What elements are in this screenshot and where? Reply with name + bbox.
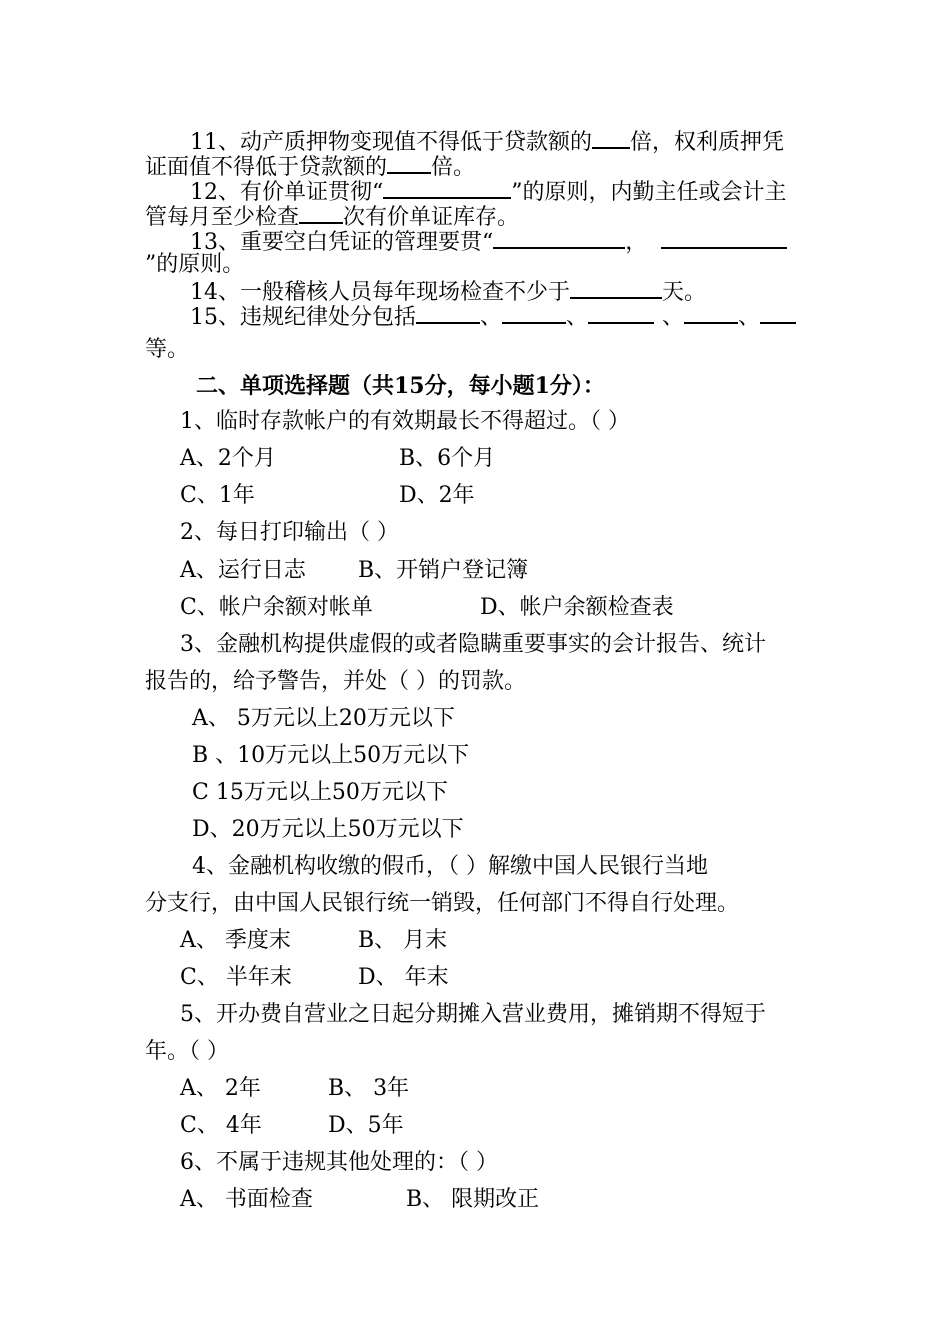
q14-text-a: 14、一般稽核人员每年现场检查不少于 (190, 280, 570, 305)
q15-blank-1[interactable] (416, 302, 480, 324)
mc-q5-stem-line1: 5、开办费自营业之日起分期摊入营业费用，摊销期不得短于 (180, 1002, 766, 1027)
q15-sep: 、 (480, 305, 503, 330)
mc-q2-stem: 2、每日打印输出（ ） (180, 520, 399, 545)
q12-text-a: 12、有价单证贯彻“ (190, 180, 384, 205)
mc-q3-option-b[interactable]: B 、10万元以上50万元以下 (192, 743, 470, 768)
q15-sep: 、 (738, 305, 761, 330)
mc-q3-option-c[interactable]: C 15万元以上50万元以下 (192, 780, 448, 805)
mc-q6-stem: 6、不属于违规其他处理的：（ ） (180, 1150, 498, 1175)
q11-text-a: 11、动产质押物变现值不得低于贷款额的 (190, 130, 592, 155)
q11-blank-1[interactable] (592, 127, 630, 149)
q13-text-c: ”的原则。 (145, 252, 245, 277)
question-13-line2 (145, 252, 244, 278)
mc-q1-stem: 1、临时存款帐户的有效期最长不得超过。（ ） (180, 409, 630, 434)
mc-q1-option-b[interactable]: B、6个月 (399, 446, 496, 471)
mc-q6-option-a[interactable]: A、 书面检查 (180, 1187, 313, 1212)
mc-q4-stem-line1: 4、金融机构收缴的假币，（ ）解缴中国人民银行当地 (192, 854, 708, 879)
q11-text-b: 倍，权利质押凭 (630, 130, 785, 155)
question-13-line1 (190, 227, 787, 256)
mc-q4-option-a[interactable]: A、 季度末 (180, 928, 291, 953)
mc-q5-option-b[interactable]: B、 3年 (328, 1076, 410, 1101)
mc-q2-option-c[interactable]: C、帐户余额对帐单 (180, 595, 373, 620)
q13-text-b: ， (625, 230, 648, 255)
section-2-title: 二、单项选择题（共15分，每小题1分）： (196, 373, 605, 399)
q12-text-c: 管每月至少检查 (145, 205, 300, 230)
q15-sep: 、 (662, 305, 685, 330)
q15-blank-2[interactable] (502, 302, 566, 324)
mc-q5-stem-line2: 年。（ ） (145, 1039, 229, 1064)
q15-blank-5[interactable] (760, 302, 796, 324)
q11-blank-2[interactable] (387, 152, 431, 174)
mc-q3-stem-line1: 3、金融机构提供虚假的或者隐瞒重要事实的会计报告、统计 (180, 632, 766, 657)
q13-blank-1[interactable] (493, 227, 625, 249)
mc-q3-option-a[interactable]: A、 5万元以上20万元以下 (192, 706, 455, 731)
mc-q2-option-b[interactable]: B、开销户登记簿 (358, 558, 529, 583)
mc-q2-option-d[interactable]: D、帐户余额检查表 (480, 595, 674, 620)
mc-q4-stem-line2: 分支行，由中国人民银行统一销毁，任何部门不得自行处理。 (145, 891, 740, 916)
q12-blank-2[interactable] (299, 202, 343, 224)
q15-blank-4[interactable] (684, 302, 738, 324)
mc-q6-option-b[interactable]: B、 限期改正 (406, 1187, 540, 1212)
q12-blank-1[interactable] (383, 177, 511, 199)
mc-q5-option-a[interactable]: A、 2年 (180, 1076, 261, 1101)
q12-text-d: 次有价单证库存。 (343, 205, 520, 230)
question-15-line1 (190, 302, 796, 331)
q13-blank-2[interactable] (661, 227, 787, 249)
mc-q4-option-d[interactable]: D、 年末 (358, 965, 449, 990)
mc-q3-stem-line2: 报告的，给予警告，并处（ ）的罚款。 (145, 669, 526, 694)
mc-q3-option-d[interactable]: D、20万元以上50万元以下 (192, 817, 464, 842)
mc-q1-option-d[interactable]: D、2年 (399, 483, 475, 508)
q11-text-c: 证面值不得低于贷款额的 (145, 155, 388, 180)
mc-q4-option-b[interactable]: B、 月末 (358, 928, 448, 953)
q15-blank-3[interactable] (588, 302, 654, 324)
mc-q5-option-d[interactable]: D、5年 (328, 1113, 404, 1138)
q13-text-a: 13、重要空白凭证的管理要贯“ (190, 230, 494, 255)
q15-text-a: 15、违规纪律处分包括 (190, 305, 416, 330)
mc-q4-option-c[interactable]: C、 半年末 (180, 965, 292, 990)
q14-text-b: 天。 (662, 280, 707, 305)
q12-text-b: ”的原则，内勤主任或会计主 (511, 180, 787, 205)
question-15-line2 (145, 337, 189, 363)
mc-q1-option-c[interactable]: C、1年 (180, 483, 255, 508)
q15-text-c: 等。 (145, 337, 190, 362)
q11-text-d: 倍。 (431, 155, 476, 180)
q15-sep: 、 (566, 305, 589, 330)
q14-blank[interactable] (570, 277, 662, 299)
mc-q2-option-a[interactable]: A、运行日志 (180, 558, 306, 583)
mc-q1-option-a[interactable]: A、2个月 (180, 446, 276, 471)
mc-q5-option-c[interactable]: C、 4年 (180, 1113, 262, 1138)
